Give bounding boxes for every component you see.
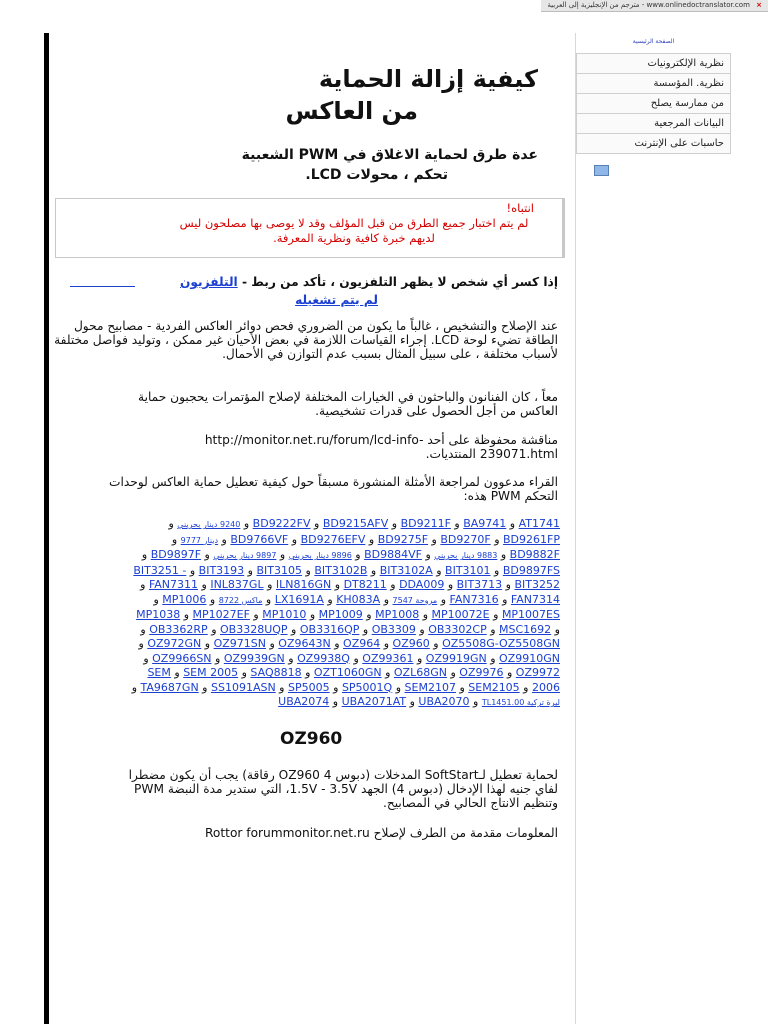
controller-link[interactable]: OZ9919GN <box>425 651 487 665</box>
separator: و <box>276 548 289 561</box>
separator: و <box>207 622 221 636</box>
separator: و <box>498 592 511 606</box>
separator: و <box>301 666 314 679</box>
separator: و <box>180 608 193 621</box>
separator: و <box>380 637 393 650</box>
controller-link[interactable]: TA9687GN <box>140 680 199 694</box>
separator: و <box>211 651 224 665</box>
flag-icon <box>594 165 609 176</box>
separator: و <box>506 517 519 530</box>
controller-link[interactable]: BD9884VF <box>364 548 422 561</box>
separator: و <box>419 608 432 621</box>
separator: و <box>497 548 510 561</box>
article-panel <box>50 33 576 1024</box>
separator: و <box>349 651 363 665</box>
separator: و <box>238 666 251 679</box>
controller-link[interactable]: OZ9966SN <box>152 651 212 665</box>
controller-link[interactable]: OB3362RP <box>149 622 208 636</box>
controller-link[interactable]: FAN7316 <box>449 592 499 606</box>
controller-link[interactable]: BD9882F <box>509 548 560 561</box>
controller-link[interactable]: SEM2105 <box>468 680 520 694</box>
controller-link[interactable]: 9240 دينار بحريني <box>177 520 241 529</box>
controller-link[interactable]: OZ9972 <box>515 666 560 679</box>
controller-link[interactable]: BIT3102A <box>379 563 433 577</box>
separator: و <box>131 680 141 694</box>
separator: و <box>206 592 219 606</box>
controller-link[interactable]: OB3316QP <box>299 622 360 636</box>
separator: و <box>519 680 532 694</box>
sidebar <box>576 30 731 154</box>
controller-link[interactable]: SEM 2006 <box>147 666 560 694</box>
separator: و <box>469 695 482 708</box>
controller-link[interactable]: ماكس 8722 <box>218 595 263 605</box>
separator: و <box>386 578 400 591</box>
separator: و <box>288 532 301 546</box>
controller-link[interactable]: BIT3102B <box>314 563 368 577</box>
controller-link[interactable]: BD9766VF <box>230 532 289 546</box>
controller-link[interactable]: OZ5508G-OZ5508GN <box>442 637 560 650</box>
separator: و <box>380 592 393 606</box>
separator: و <box>218 532 231 546</box>
controller-link[interactable]: BIT3105 <box>256 563 302 577</box>
separator: و <box>198 578 211 591</box>
controller-link[interactable]: BIT3251 - BIT3252 <box>133 563 560 591</box>
left-border-bar <box>44 33 49 1024</box>
separator: و <box>138 637 148 650</box>
page-subtitle <box>198 145 538 185</box>
separator: و <box>263 578 276 591</box>
page-title <box>208 63 538 127</box>
warning-box <box>55 198 565 258</box>
controller-link[interactable]: INL837GL <box>210 578 264 591</box>
controller-link[interactable]: SS1091ASN <box>210 680 276 694</box>
controller-link[interactable]: BA9741 <box>463 517 507 530</box>
separator: و <box>140 578 149 591</box>
separator: و <box>287 622 300 636</box>
controller-link[interactable]: OZ960 <box>392 637 430 650</box>
separator: و <box>421 548 435 561</box>
separator: و <box>490 563 503 577</box>
controller-link-list <box>130 517 560 711</box>
controller-link[interactable]: SEM 2005 <box>183 666 239 679</box>
separator: و <box>323 592 337 606</box>
subtitle-line-2: تحكم ، محولات LCD. <box>305 167 448 183</box>
controller-link[interactable]: OB3302CP <box>428 622 487 636</box>
section-heading: OZ960 <box>280 729 343 749</box>
separator: و <box>143 651 153 665</box>
separator: و <box>392 680 405 694</box>
controller-link[interactable]: AT1741 <box>518 517 560 530</box>
separator: و <box>302 563 315 577</box>
controller-link[interactable]: MP1027EF <box>192 608 250 621</box>
controller-link[interactable]: FAN7311 <box>148 578 199 591</box>
separator: و <box>444 578 457 591</box>
separator: و <box>362 608 376 621</box>
controller-link[interactable]: OZ9910GN <box>499 651 560 665</box>
paragraph-1: عند الإصلاح والتشخيص ، غالباً ما يكون من الضروري فحص دوائر العاكس الفردية - مصابيح محول الطاقة تضيء لوحة LCD. إجراء القياسات اللازمة في بعض الأحيان غير ممكن ، وتوليد فواصل مختلفة لأسباب مختلفة ، على سبيل المثال بسبب عدم التوازن في الأحمال. <box>54 319 558 361</box>
controller-link[interactable]: OZ9976 <box>459 666 504 679</box>
controller-link[interactable]: BD9897FS <box>502 563 560 577</box>
separator: و <box>331 578 344 591</box>
controller-link[interactable]: LX1691A <box>274 592 324 606</box>
controller-link[interactable]: BD9275F <box>377 532 429 546</box>
separator: و <box>153 592 163 606</box>
controller-link[interactable]: OZ9643N <box>278 637 331 650</box>
separator: و <box>429 637 443 650</box>
paragraph-4: القراء مدعوون لمراجعة الأمثلة المنشورة مسبقاً حول كيفية تعطيل حماية العاكس لوحدات التحكم PWM هذه: <box>109 475 558 503</box>
controller-link[interactable]: BD9270F <box>440 532 491 546</box>
tv-link[interactable]: التلفزيون <box>180 275 238 289</box>
controller-link[interactable]: SP5005 <box>288 680 330 694</box>
controller-link[interactable]: BD9261FP <box>503 532 560 546</box>
sidebar-item-1[interactable]: نظرية الإلكترونيات <box>576 54 731 74</box>
separator: و <box>413 651 426 665</box>
separator: و <box>502 578 515 591</box>
controller-link[interactable]: MP1010 <box>262 608 307 621</box>
separator: و <box>262 592 275 606</box>
translator-banner <box>541 0 768 12</box>
sidebar-item-5[interactable]: حاسبات على الإنترنت <box>576 134 731 154</box>
separator: و <box>265 637 279 650</box>
paragraph-6: المعلومات مقدمة من الطرف لإصلاح Rottor forummonitor.net.ru <box>205 826 558 840</box>
title-line-2: من العاكس <box>285 97 418 125</box>
separator: و <box>244 563 257 577</box>
separator: و <box>428 532 441 546</box>
controller-link[interactable]: MP1007ES <box>501 608 560 621</box>
controller-link[interactable]: BIT3101 <box>445 563 491 577</box>
controller-link[interactable]: DDA009 <box>399 578 445 591</box>
tv-note <box>78 273 558 309</box>
paragraph-2: معاً ، كان الفنانون والباحثون في الخيارات المختلفة لإصلاح المؤتمرات يحجبون حماية العاكس من أجل الحصول على قدرات تشخيصية. <box>138 390 558 418</box>
separator: و <box>446 666 460 679</box>
separator: و <box>365 532 378 546</box>
separator: و <box>329 695 342 708</box>
separator: و <box>486 622 500 636</box>
separator: و <box>275 680 288 694</box>
close-icon[interactable]: × <box>756 1 762 9</box>
controller-link[interactable]: OZT1060GN <box>313 666 382 679</box>
controller-link[interactable]: OZ964 <box>343 637 381 650</box>
separator: و <box>140 622 150 636</box>
separator: و <box>450 517 464 530</box>
controller-link[interactable]: OZ971SN <box>213 637 266 650</box>
controller-link[interactable]: KH083A <box>336 592 381 606</box>
separator: و <box>351 548 365 561</box>
sidebar-item-3[interactable]: من ممارسة يصلح <box>576 94 731 114</box>
controller-link[interactable]: OZ9938Q <box>297 651 350 665</box>
controller-link[interactable]: UBA2071AT <box>341 695 407 708</box>
separator: و <box>432 563 446 577</box>
controller-link[interactable]: OB3328UQP <box>220 622 288 636</box>
separator: و <box>329 680 342 694</box>
separator: و <box>168 517 178 530</box>
controller-link[interactable]: MP1038 <box>136 608 181 621</box>
controller-link[interactable]: SAQ8818 <box>250 666 302 679</box>
controller-link[interactable]: ILN816GN <box>275 578 332 591</box>
separator: و <box>171 532 181 546</box>
controller-link[interactable]: OZ9939GN <box>223 651 285 665</box>
separator: و <box>306 608 319 621</box>
sidebar-home-link[interactable]: الصفحة الرئيسية <box>576 30 731 54</box>
tv-note-text: إذا كسر أي شخص لا يظهر التلفزيون ، تأكد من ربط - <box>237 275 558 289</box>
separator: و <box>406 695 419 708</box>
separator: و <box>249 608 263 621</box>
controller-link[interactable]: مروحة 7547 <box>392 595 438 605</box>
controller-link[interactable]: MP1008 <box>375 608 420 621</box>
controller-link[interactable]: MP1009 <box>318 608 363 621</box>
controller-link[interactable]: MSC1692 <box>499 622 552 636</box>
subtitle-line-1: عدة طرق لحماية الاغلاق في PWM الشعبية <box>241 147 538 163</box>
controller-link[interactable]: ليرة تركية TL1451.00 <box>481 698 560 707</box>
separator: و <box>201 637 214 650</box>
paragraph-3: مناقشة محفوظة على أحد http://monitor.net.ru/forum/lcd-info-239071.html المنتديات. <box>204 433 558 461</box>
controller-link[interactable]: SEM2107 <box>404 680 456 694</box>
controller-link[interactable]: BD9276EFV <box>300 532 366 546</box>
separator: و <box>415 622 429 636</box>
empty-link-underline[interactable] <box>70 286 135 287</box>
controller-link[interactable]: BD9215AFV <box>322 517 389 530</box>
separator: و <box>310 517 323 530</box>
separator: و <box>437 592 450 606</box>
separator: و <box>503 666 516 679</box>
warning-heading: انتباه! <box>506 201 534 215</box>
separator: و <box>359 622 372 636</box>
controller-link[interactable]: UBA2074 <box>278 695 330 708</box>
controller-link[interactable]: MP10072E <box>431 608 490 621</box>
separator: و <box>201 548 214 561</box>
controller-link[interactable]: 9897 دينار بحريني <box>213 551 277 560</box>
separator: و <box>388 517 401 530</box>
tv-not-on-link[interactable]: لم يتم تشغيله <box>295 293 378 307</box>
separator: و <box>490 532 504 546</box>
separator: و <box>186 563 199 577</box>
sidebar-item-2[interactable]: نظرية. المؤسسة <box>576 74 731 94</box>
controller-link[interactable]: SP5001Q <box>341 680 393 694</box>
controller-link[interactable]: 9896 دينار بحريني <box>288 551 352 560</box>
separator: و <box>381 666 394 679</box>
title-line-1: كيفية إزالة الحماية <box>318 65 538 93</box>
separator: و <box>170 666 184 679</box>
controller-link[interactable]: OZ972GN <box>147 637 202 650</box>
controller-link[interactable]: BIT3713 <box>456 578 503 591</box>
controller-link[interactable]: BD9897F <box>150 548 202 561</box>
controller-link[interactable]: OZL68GN <box>393 666 447 679</box>
separator: و <box>489 608 502 621</box>
separator: و <box>284 651 298 665</box>
separator: و <box>198 680 211 694</box>
controller-link[interactable]: UBA2070 <box>418 695 470 708</box>
separator: و <box>330 637 344 650</box>
warning-text: لم يتم اختبار جميع الطرق من قبل المؤلف وقد لا يوصى بها مصلحون ليس لديهم خبرة كافية ونظرية المعرفة. <box>179 216 529 245</box>
separator: و <box>455 680 469 694</box>
controller-link[interactable]: 9883 دينار بحريني <box>434 551 498 560</box>
controller-link[interactable]: BD9211F <box>400 517 451 530</box>
controller-link[interactable]: FAN7314 <box>510 592 560 606</box>
sidebar-item-4[interactable]: البيانات المرجعية <box>576 114 731 134</box>
controller-link[interactable]: MP1006 <box>162 592 207 606</box>
separator: و <box>367 563 380 577</box>
controller-link[interactable]: BIT3193 <box>198 563 245 577</box>
separator: و <box>551 622 560 636</box>
controller-link[interactable]: دينار 9777 <box>180 535 219 545</box>
controller-link[interactable]: OB3309 <box>371 622 416 636</box>
controller-link[interactable]: DT8211 <box>343 578 387 591</box>
separator: و <box>240 517 253 530</box>
separator: و <box>486 651 500 665</box>
controller-link[interactable]: OZ99361 <box>362 651 414 665</box>
controller-link[interactable]: BD9222FV <box>252 517 311 530</box>
paragraph-5: لحماية تعطيل لـSoftStart المدخلات (دبوس 4 OZ960 رقاقة) يجب أن يكون مضطرا لفاي جنيه لهذا الإدخال (دبوس 4) الجهد 1.5V - 3.5V، التي ستدير مدة النبضة PWM وتنظيم الانتاج الحالي في المصابيح. <box>128 768 558 810</box>
translator-banner-text: www.onlinedoctranslator.com - مترجم من الإنجليزية إلى العربية <box>547 1 750 9</box>
separator: و <box>141 548 151 561</box>
